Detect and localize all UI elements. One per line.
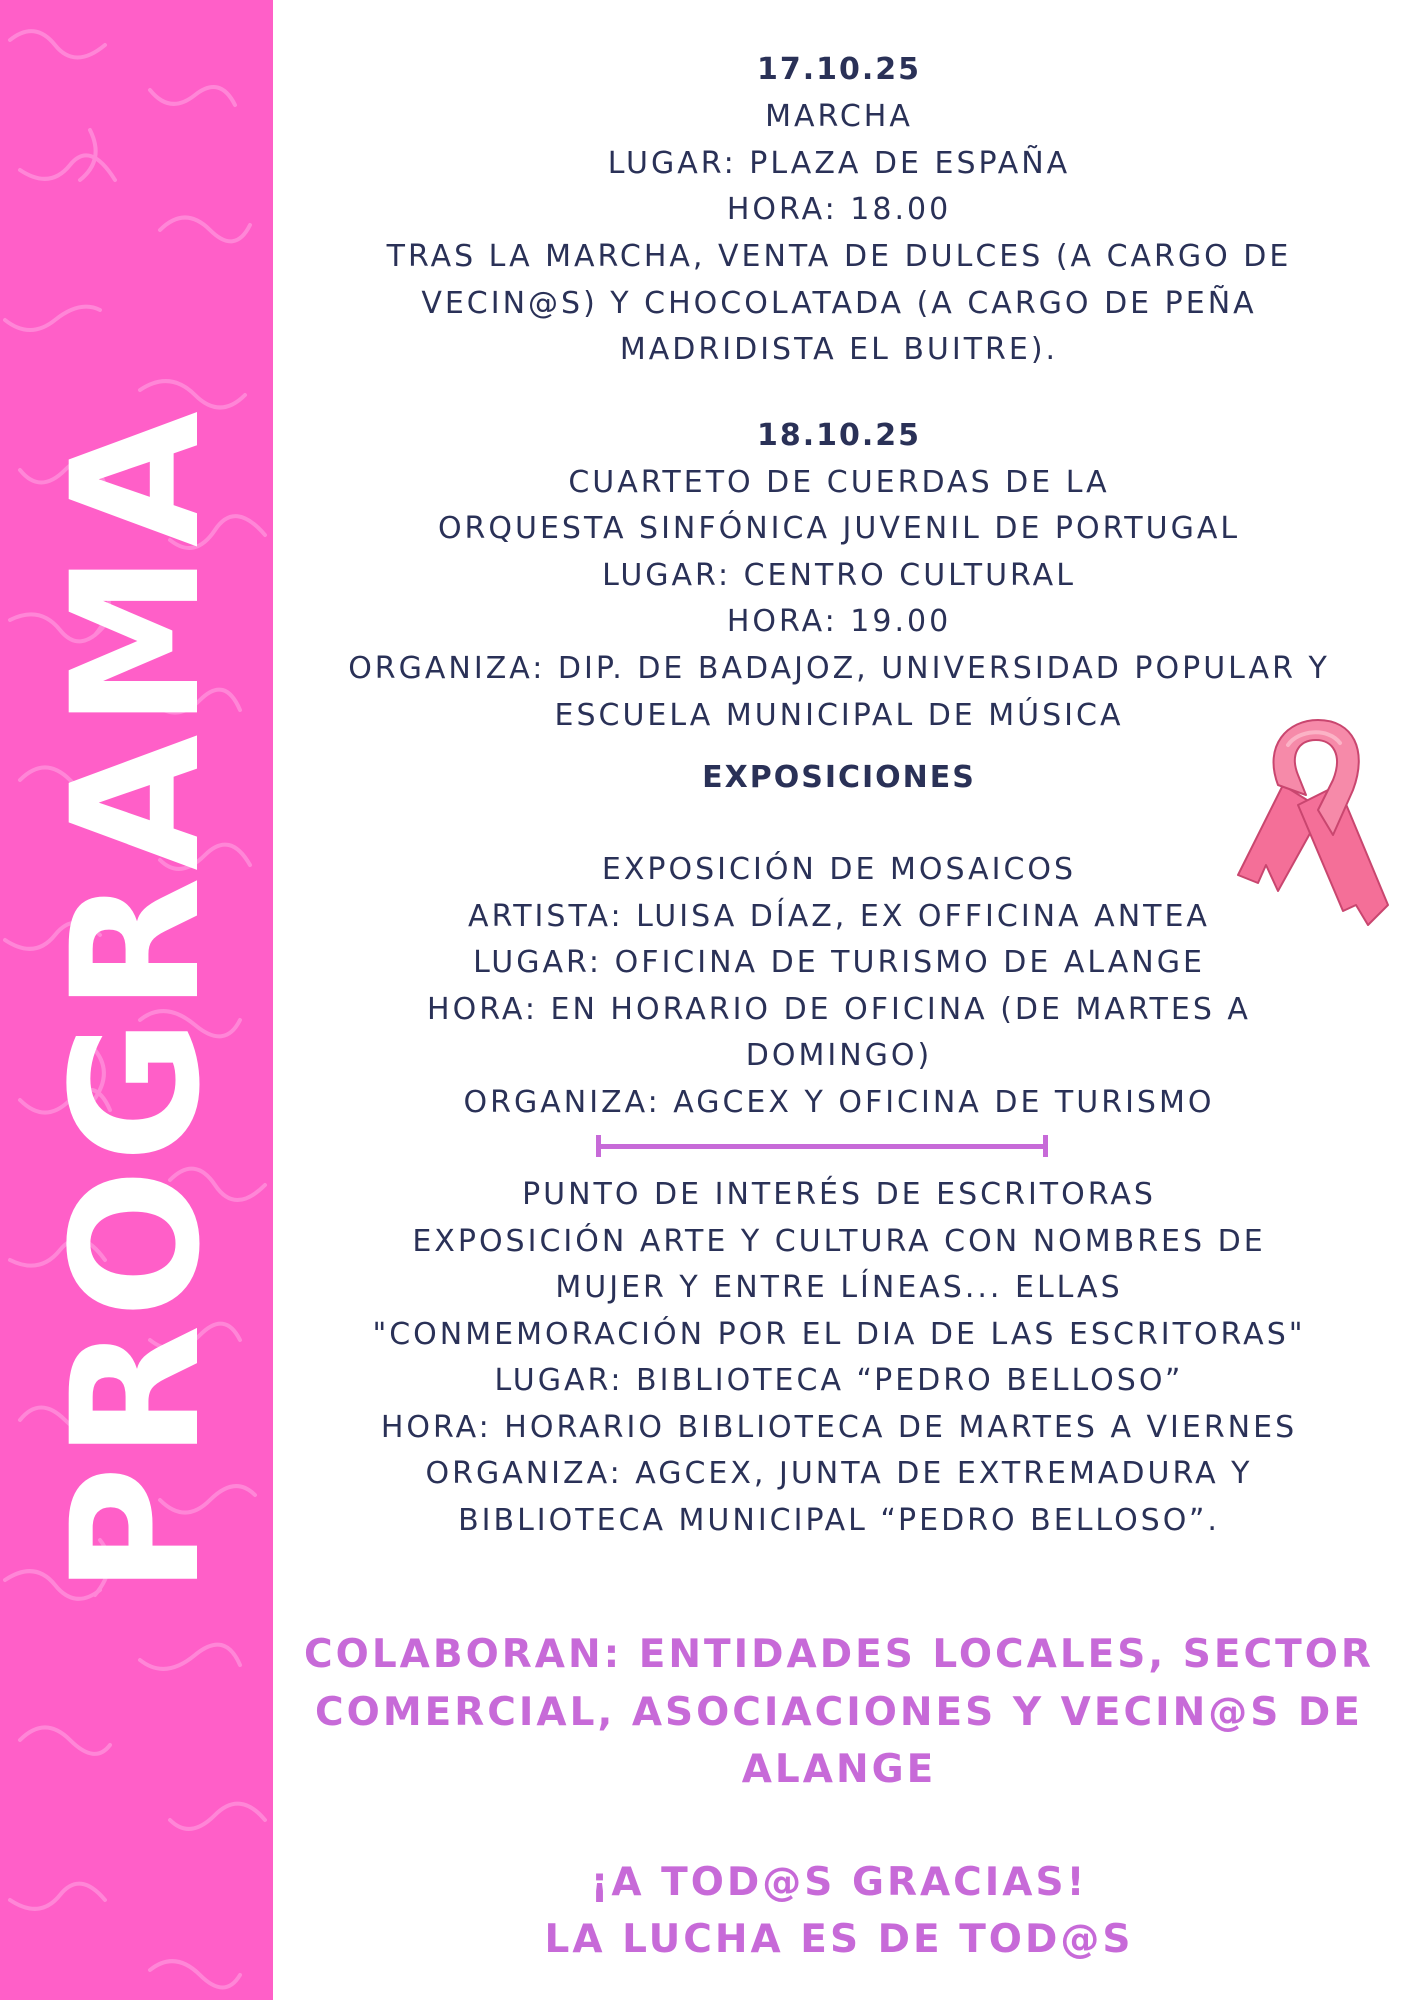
event-line: HORA: 19.00 (726, 604, 952, 639)
pink-ribbon-icon (1228, 715, 1394, 940)
collaborators-line: COMERCIAL, ASOCIACIONES Y VECIN@S DE (315, 1690, 1363, 1735)
exhibition-line: HORA: EN HORARIO DE OFICINA (DE MARTES A (427, 992, 1251, 1027)
event-line: TRAS LA MARCHA, VENTA DE DULCES (A CARGO DE (386, 239, 1292, 274)
program-content (300, 0, 1378, 2000)
event-line: LUGAR: PLAZA DE ESPAÑA (607, 146, 1071, 181)
event-line: MADRIDISTA EL BUITRE). (619, 332, 1059, 367)
program-title: PROGRAMA (34, 405, 239, 1595)
sidebar-banner (0, 0, 273, 2000)
event-line: ESCUELA MUNICIPAL DE MÚSICA (554, 698, 1124, 733)
exhibition-line: ORGANIZA: AGCEX Y OFICINA DE TURISMO (463, 1085, 1215, 1120)
exhibition-line: "CONMEMORACIÓN POR EL DIA DE LAS ESCRITORAS" (372, 1317, 1306, 1352)
exhibitions-heading: EXPOSICIONES (702, 760, 976, 795)
event-line: MARCHA (765, 99, 913, 134)
event-line: LUGAR: CENTRO CULTURAL (602, 558, 1076, 593)
thanks-line: ¡A TOD@S GRACIAS! (590, 1860, 1088, 1905)
exhibition-line: HORA: HORARIO BIBLIOTECA DE MARTES A VIERNES (380, 1410, 1298, 1445)
event-line: VECIN@S) Y CHOCOLATADA (A CARGO DE PEÑA (421, 286, 1257, 321)
exhibition-line: LUGAR: BIBLIOTECA “PEDRO BELLOSO” (494, 1363, 1184, 1398)
exhibition-line: MUJER Y ENTRE LÍNEAS... ELLAS (555, 1270, 1123, 1305)
event-line: ORGANIZA: DIP. DE BADAJOZ, UNIVERSIDAD POPULAR Y (348, 651, 1330, 686)
event-line: ORQUESTA SINFÓNICA JUVENIL DE PORTUGAL (437, 511, 1241, 546)
exhibition-line: ARTISTA: LUISA DÍAZ, EX OFFICINA ANTEA (468, 899, 1210, 934)
event-line: CUARTETO DE CUERDAS DE LA (568, 465, 1110, 500)
collaborators-line: COLABORAN: ENTIDADES LOCALES, SECTOR (304, 1632, 1374, 1677)
event-line: HORA: 18.00 (726, 192, 952, 227)
event-date: 17.10.25 (756, 52, 922, 87)
exhibition-line: ORGANIZA: AGCEX, JUNTA DE EXTREMADURA Y (425, 1456, 1253, 1491)
exhibition-line: LUGAR: OFICINA DE TURISMO DE ALANGE (473, 945, 1205, 980)
exhibition-line: EXPOSICIÓN DE MOSAICOS (601, 852, 1077, 887)
section-divider (596, 1133, 1048, 1159)
exhibition-line: DOMINGO) (745, 1038, 933, 1073)
exhibition-line: PUNTO DE INTERÉS DE ESCRITORAS (522, 1177, 1156, 1212)
slogan-line: LA LUCHA ES DE TOD@S (544, 1917, 1134, 1962)
collaborators-line: ALANGE (741, 1747, 937, 1792)
exhibition-line: BIBLIOTECA MUNICIPAL “PEDRO BELLOSO”. (458, 1503, 1220, 1538)
exhibition-line: EXPOSICIÓN ARTE Y CULTURA CON NOMBRES DE (412, 1224, 1266, 1259)
event-date: 18.10.25 (756, 418, 922, 453)
